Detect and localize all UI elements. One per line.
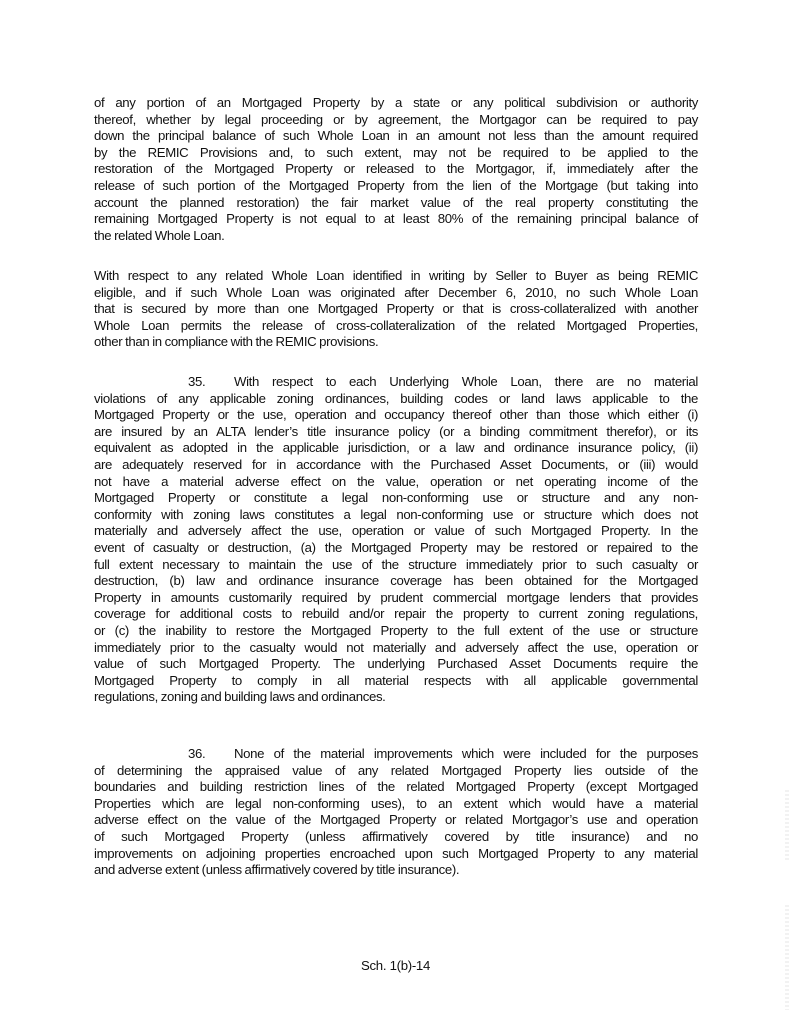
text-line: down the principal balance of such Whole Loan in an amount not less than the amount required xyxy=(94,128,698,144)
text-line: or (c) the inability to restore the Mortgaged Property to the full extent of the use or structure xyxy=(94,622,698,638)
text-line: and adverse extent (unless affirmatively covered by title insurance). xyxy=(94,862,460,878)
text-line: regulations, zoning and building laws and ordinances. xyxy=(94,689,386,705)
text-line: value of such Mortgaged Property. The underlying Purchased Asset Documents require the xyxy=(94,656,698,672)
section-first-line: 36. None of the material improvements which were included for the purposes xyxy=(188,746,698,761)
text-line: that is secured by more than one Mortgaged Property or that is cross-collateralized with another xyxy=(94,301,698,317)
text-line: by the REMIC Provisions and, to such extent, may not be required to be applied to the xyxy=(94,144,698,160)
text-line: conformity with zoning laws constitutes a legal non-conforming use or structure which does not xyxy=(94,506,698,522)
text-line: boundaries and building restriction lines of the related Mortgaged Property (except Mortgaged xyxy=(94,779,698,795)
page-footer-label: Sch. 1(b)-14 xyxy=(361,958,430,973)
section-first-line: 35. With respect to each Underlying Whole Loan, there are no material xyxy=(188,374,698,389)
text-line: full extent necessary to maintain the use of the structure immediately prior to such casualty or xyxy=(94,556,698,572)
section-number: 36. xyxy=(188,746,206,761)
text-line: eligible, and if such Whole Loan was originated after December 6, 2010, no such Whole Loan xyxy=(94,284,698,300)
section-35 xyxy=(94,374,698,706)
text-line: other than in compliance with the REMIC provisions. xyxy=(94,334,379,350)
text-line: Mortgaged Property to comply in all material respects with all applicable governmental xyxy=(94,672,698,688)
text-line: materially and adversely affect the use, operation or value of such Mortgaged Property. In the xyxy=(94,523,698,539)
text-line: of determining the appraised value of any related Mortgaged Property lies outside of the xyxy=(94,762,698,778)
text-line: the related Whole Loan. xyxy=(94,227,225,243)
text-line: Whole Loan permits the release of cross-collateralization of the related Mortgaged Properties, xyxy=(94,317,698,333)
text-line: improvements on adjoining properties encroached upon such Mortgaged Property to any material xyxy=(94,845,698,861)
scan-artifact xyxy=(785,905,789,1010)
text-line: of any portion of an Mortgaged Property by a state or any political subdivision or authority xyxy=(94,95,698,110)
text-line: violations of any applicable zoning ordinances, building codes or land laws applicable to the xyxy=(94,390,698,406)
paragraph-continuation xyxy=(94,95,698,244)
text-line: With respect to any related Whole Loan identified in writing by Seller to Buyer as being REMIC xyxy=(94,268,698,283)
text-line: destruction, (b) law and ordinance insurance coverage has been obtained for the Mortgaged xyxy=(94,573,698,589)
text-line: of such Mortgaged Property (unless affirmatively covered by title insurance) and no xyxy=(94,828,698,844)
text-line: Properties which are legal non-conforming uses), to an extent which would have a material xyxy=(94,795,698,811)
text-line: adverse effect on the value of the Mortgaged Property or related Mortgagor’s use and operation xyxy=(94,812,698,828)
paragraph-remic-eligible xyxy=(94,268,698,351)
text-line: not have a material adverse effect on the value, operation or net operating income of the xyxy=(94,473,698,489)
text-line: are adequately reserved for in accordance with the Purchased Asset Documents, or (iii) would xyxy=(94,456,698,472)
text-line: remaining Mortgaged Property is not equal to at least 80% of the remaining principal balance of xyxy=(94,211,698,227)
text-line: equivalent as adopted in the applicable jurisdiction, or a law and ordinance insurance policy, (ii) xyxy=(94,440,698,456)
text-line: are insured by an ALTA lender’s title insurance policy (or a binding commitment therefor), or its xyxy=(94,423,698,439)
scan-artifact xyxy=(785,790,789,860)
text-line: release of such portion of the Mortgaged Property from the lien of the Mortgage (but taking into xyxy=(94,177,698,193)
text-line: Mortgaged Property or the use, operation and occupancy thereof other than those which either (i) xyxy=(94,407,698,423)
text-line: account the planned restoration) the fair market value of the real property constituting the xyxy=(94,194,698,210)
text-line: restoration of the Mortgaged Property or released to the Mortgagor, if, immediately after the xyxy=(94,161,698,177)
section-36 xyxy=(94,746,698,879)
text-line: coverage for additional costs to rebuild and/or repair the property to current zoning regulations, xyxy=(94,606,698,622)
text-line: immediately prior to the casualty would not materially and adversely affect the use, operation or xyxy=(94,639,698,655)
section-number: 35. xyxy=(188,374,206,389)
text-line: event of casualty or destruction, (a) the Mortgaged Property may be restored or repaired to the xyxy=(94,539,698,555)
text-line: thereof, whether by legal proceeding or by agreement, the Mortgagor can be required to pay xyxy=(94,111,698,127)
text-line: Mortgaged Property or constitute a legal non-conforming use or structure and any non- xyxy=(94,490,698,506)
text-line: Property in amounts customarily required by prudent commercial mortgage lenders that provides xyxy=(94,589,698,605)
